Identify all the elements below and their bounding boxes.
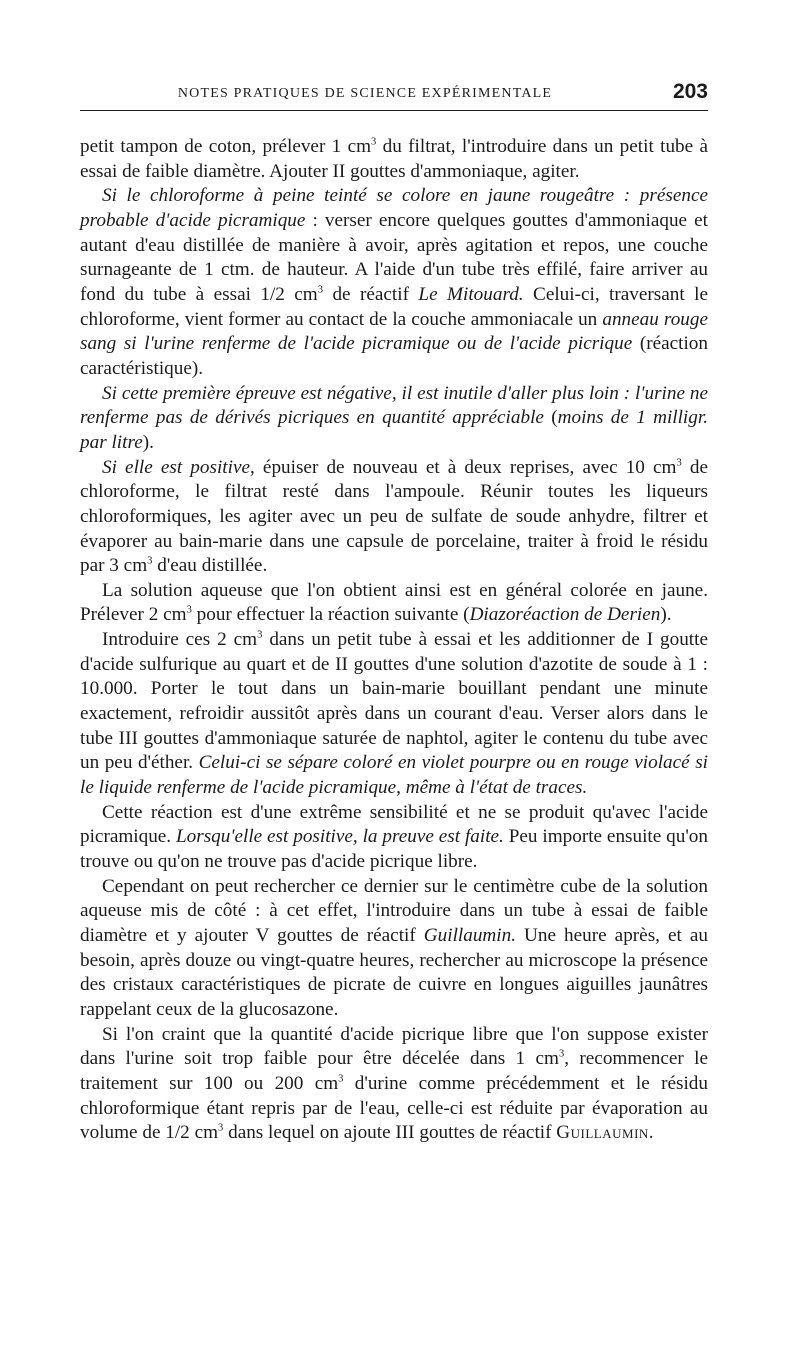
italic-run: anneau rouge sang si l'urine renferme de l'acide picramique ou de l'acide picrique xyxy=(80,308,708,355)
text-run: (réaction caractéristique). xyxy=(80,333,708,379)
italic-run: Guillaumin. xyxy=(423,925,516,946)
text-run: d'urine comme précédemment et le résidu chloroformique étant repris par de l'eau, celle-ci est réduite par évaporation au volume de 1/2 cm xyxy=(80,1072,708,1144)
running-title: NOTES PRATIQUES DE SCIENCE EXPÉRIMENTALE xyxy=(177,86,553,101)
superscript: 3 xyxy=(257,629,263,641)
text-run: La solution aqueuse que l'on obtient ainsi est en général colorée en jaune. Prélever 2 cm xyxy=(80,579,708,626)
superscript: 3 xyxy=(558,1048,565,1060)
text-run: d'eau distillée. xyxy=(152,555,268,577)
superscript: 3 xyxy=(338,1073,344,1085)
superscript: 3 xyxy=(371,136,377,148)
text-run: de chloroforme, le filtrat resté dans l'ampoule. Réunir toutes les liqueurs chloroformiques, les agiter avec un peu de sulfate de soude anhydre, filtrer et évaporer au bain-marie dans une capsule de porcelaine, traiter à froid le résidu par 3 cm xyxy=(80,456,708,577)
superscript: 3 xyxy=(186,605,192,617)
text-run: Celui-ci, traversant le chloroforme, vient former au contact de la couche ammoniacale un xyxy=(80,283,708,330)
superscript: 3 xyxy=(218,1122,224,1134)
text-run: Introduire ces 2 cm xyxy=(102,629,258,651)
text-run: Si l'on craint que la quantité d'acide picrique libre que l'on suppose exister dans l'urine soit trop faible pour être décelée dans 1 cm xyxy=(80,1023,708,1070)
text-run: Cette réaction est d'une extrême sensibilité et ne se produit qu'avec l'acide picramique. xyxy=(80,801,708,848)
paragraph-4 xyxy=(80,456,708,579)
paragraph-5 xyxy=(80,579,708,628)
text-run: Peu importe ensuite qu'on trouve ou qu'on ne trouve pas d'acide picrique libre. xyxy=(80,826,708,873)
text-run: Cependant on peut rechercher ce dernier sur le centimètre cube de la solution aqueuse mis de côté : à cet effet, l'introduire dans un tube à essai de faible diamètre et y ajouter V gouttes de réactif xyxy=(80,875,708,946)
text-run: dans lequel on ajoute III gouttes de réactif xyxy=(223,1122,557,1144)
italic-run: Celui-ci se sépare coloré en violet pourpre ou en rouge violacé si le liquide renferme de l'acide picramique, même à l'état de traces. xyxy=(80,752,709,799)
italic-run: Si cette première épreuve est négative, il est inutile d'aller plus loin : l'urine ne renferme pas de dérivés picriques en quantité appréciable xyxy=(80,382,708,429)
paragraph-8 xyxy=(80,875,708,1023)
body-text xyxy=(80,135,708,1146)
italic-run: Si le chloroforme à peine teinté se colore en jaune rougeâtre : présence probable d'acide picramique xyxy=(80,185,708,231)
italic-run: Diazoréaction de Derien xyxy=(469,604,661,626)
page-number: 203 xyxy=(672,80,708,103)
paragraph-2 xyxy=(80,184,708,381)
text-run: ( xyxy=(543,407,558,429)
text-run: Une heure après, et au besoin, après douze ou vingt-quatre heures, rechercher au microscope la présence des cristaux caractéristiques de picrate de cuivre en longues aiguilles jaunâtres rappelant ceux de la glucosazone. xyxy=(80,925,708,1020)
text-run: ). xyxy=(660,604,672,626)
superscript: 3 xyxy=(147,555,153,567)
paragraph-7 xyxy=(80,801,708,875)
italic-run: moins de 1 milligr. par litre xyxy=(80,407,708,453)
text-run: , recommencer le traitement sur 100 ou 200 cm xyxy=(80,1048,709,1094)
small-caps-run: Guillaumin. xyxy=(556,1122,655,1144)
text-run: de réactif xyxy=(323,283,419,305)
italic-run: Lorsqu'elle est positive, la preuve est faite. xyxy=(175,826,504,848)
text-run: dans un petit tube à essai et les additionner de I goutte d'acide sulfurique au quart et de II gouttes d'une solution d'azotite de soude à 1 : 10.000. Porter le tout dans un bain-marie bouillant pendant une minute exactement, refroidir aussitôt après dans un courant d'eau. Verser alors dans le tube III gouttes d'ammoniaque saturée de naphtol, agiter le contenu du tube avec un peu d'éther. xyxy=(80,629,708,774)
paragraph-6 xyxy=(80,628,708,801)
text-run: ). xyxy=(142,431,154,453)
superscript: 3 xyxy=(676,457,682,469)
text-run: du filtrat, l'introduire dans un petit tube à essai de faible diamètre. Ajouter II gouttes d'ammoniaque, agiter. xyxy=(80,136,708,182)
paragraph-9 xyxy=(80,1023,708,1146)
text-run: : verser encore quelques gouttes d'ammoniaque et autant d'eau distillée de manière à avoir, après agitation et repos, une couche surnageante de 1 ctm. de hauteur. A l'aide d'un tube très effilé, faire arriver au fond du tube à essai 1/2 cm xyxy=(80,209,709,305)
italic-run: Le Mitouard. xyxy=(418,283,524,305)
paragraph-3 xyxy=(80,382,708,456)
text-run: petit tampon de coton, prélever 1 cm xyxy=(80,136,372,157)
page-header xyxy=(80,80,708,111)
text-run: pour effectuer la réaction suivante ( xyxy=(191,604,470,626)
text-run: , épuiser de nouveau et à deux reprises, avec 10 cm xyxy=(250,456,677,478)
superscript: 3 xyxy=(317,284,324,296)
italic-run: Si elle est positive xyxy=(102,456,250,478)
paragraph-1 xyxy=(80,135,708,184)
